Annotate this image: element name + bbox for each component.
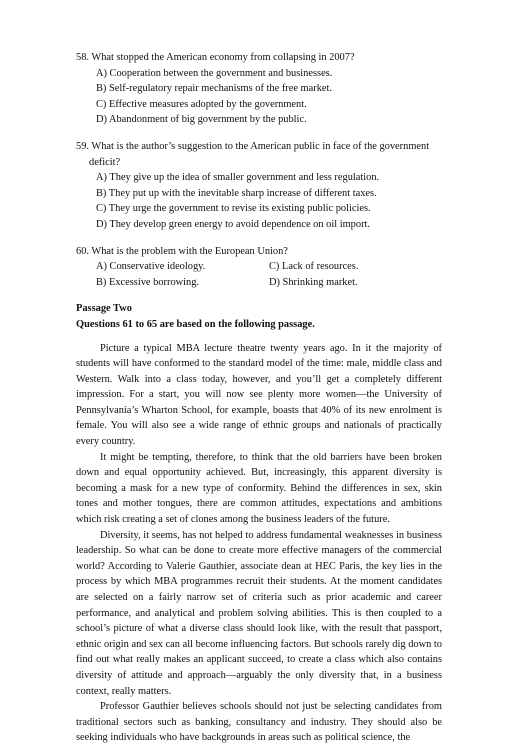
option-b: B) Self-regulatory repair mechanisms of the free market. — [96, 83, 333, 95]
option-d: D) Abandonment of big government by the public. — [96, 114, 307, 126]
question-stem: 59. What is the author’s suggestion to the American public in face of the government — [76, 140, 430, 152]
option-d: D) Shrinking market. — [269, 276, 358, 288]
option-b: B) Excessive borrowing. — [96, 276, 200, 288]
passage-title: Passage Two — [76, 303, 132, 315]
option-a: A) They give up the idea of smaller government and less regulation. — [96, 172, 380, 184]
option-c: C) They urge the government to revise its existing public policies. — [96, 203, 371, 215]
question-stem: 60. What is the problem with the European Union? — [76, 245, 288, 257]
exam-page — [76, 50, 442, 746]
passage-paragraph: It might be tempting, therefore, to think that the old barriers have been broken down and equal opportunity achieved. But, increasingly, this apparent diversity is becoming a mask for a new type of conformity. Behind the differences in sex, skin tones and mother tongues, there are common attitudes, expectations and ambitions which risk creating a set of clones among the business leaders of the future. — [76, 451, 442, 526]
question-59 — [76, 139, 442, 233]
option-a: A) Conservative ideology. — [96, 261, 206, 273]
passage-instructions: Questions 61 to 65 are based on the following passage. — [76, 318, 315, 330]
options-row-1 — [76, 259, 442, 275]
option-b: B) They put up with the inevitable sharp increase of different taxes. — [96, 187, 377, 199]
passage-paragraph: Picture a typical MBA lecture theatre twenty years ago. In it the majority of students will have conformed to the standard model of the time: male, middle class and Western. Walk into a class today, however, and you’ll get a completely different impression. For a start, you will now see plenty more women—the University of Pennsylvania’s Wharton School, for example, boasts that 40% of its new enrolment is female. You will also see a wide range of ethnic groups and nationals of practically every country. — [76, 342, 442, 448]
question-stem-continued: deficit? — [89, 156, 121, 168]
option-a: A) Cooperation between the government and businesses. — [96, 67, 333, 79]
question-60 — [76, 244, 442, 291]
question-58 — [76, 50, 442, 128]
passage-paragraph: Professor Gauthier believes schools should not just be selecting candidates from traditional sectors such as banking, consultancy and industry. They should also be seeking individuals who have backgrounds in areas such as political science, the — [76, 701, 442, 744]
option-d: D) They develop green energy to avoid dependence on oil import. — [96, 218, 371, 230]
passage-paragraph: Diversity, it seems, has not helped to address fundamental weaknesses in business leadership. So what can be done to create more effective managers of the commercial world? According to Valerie Gauthier, associate dean at HEC Paris, the key lies in the process by which MBA programmes recruit their students. At the moment candidates are selected on a fairly narrow set of criteria such as prior academic and career performance, and analytical and problem solving abilities. This is then coupled to a school’s picture of what a diverse class should look like, with the result that passport, ethnic origin and sex can all become influencing factors. But schools rarely dig down to find out what really makes an applicant succeed, to create a class which also contains diversity of attitude and approach—arguably the only diversity that, in a business context, really matters. — [76, 529, 442, 697]
options-row-2 — [76, 275, 442, 291]
question-stem: 58. What stopped the American economy from collapsing in 2007? — [76, 52, 355, 63]
option-c: C) Lack of resources. — [269, 261, 359, 273]
option-c: C) Effective measures adopted by the government. — [96, 98, 307, 110]
